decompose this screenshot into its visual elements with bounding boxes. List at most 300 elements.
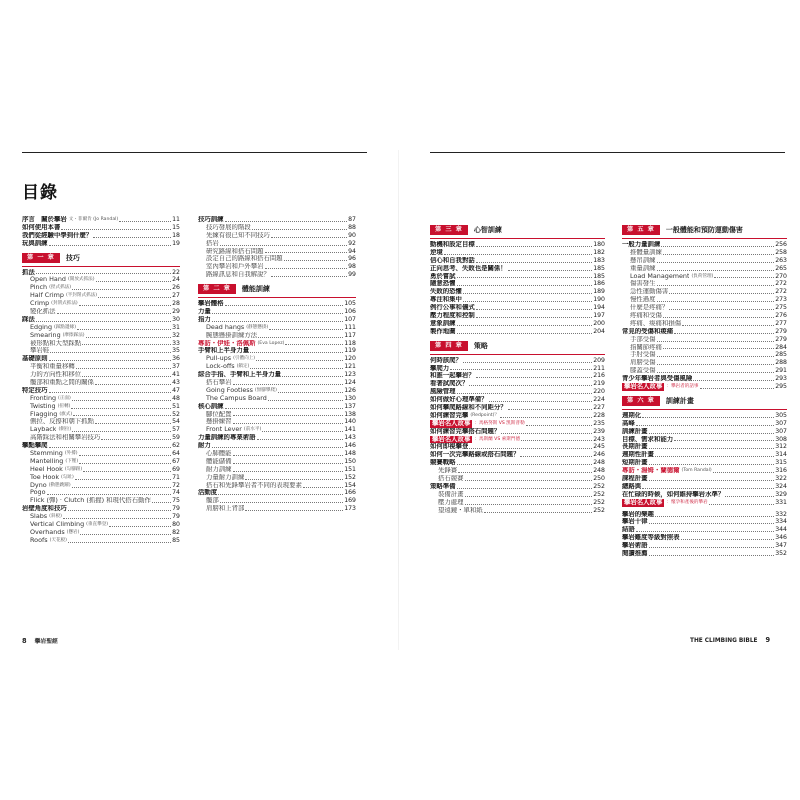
toc-entry[interactable] xyxy=(198,379,356,387)
toc-entry-page: 151 xyxy=(344,465,356,473)
toc-entry[interactable] xyxy=(198,363,356,371)
toc-entry[interactable] xyxy=(430,241,605,249)
toc-entry-page: 98 xyxy=(348,263,356,271)
leader-dots xyxy=(233,415,344,416)
toc-entry[interactable] xyxy=(22,284,180,292)
leader-dots xyxy=(101,439,171,440)
toc-entry-title: 壓力程度和控制 xyxy=(430,312,475,319)
toc-entry[interactable] xyxy=(622,344,787,352)
leader-dots xyxy=(75,479,171,480)
toc-entry-title: 力量 xyxy=(198,308,211,315)
toc-entry[interactable] xyxy=(22,490,180,498)
toc-entry[interactable] xyxy=(430,372,605,380)
leader-dots xyxy=(725,496,774,497)
toc-entry[interactable] xyxy=(430,451,605,459)
toc-entry[interactable] xyxy=(622,412,787,420)
toc-entry[interactable] xyxy=(430,357,605,365)
toc-entry-title: 一般力量訓練 xyxy=(622,240,661,248)
toc-entry-page: 117 xyxy=(344,331,356,339)
toc-entry[interactable] xyxy=(622,475,787,483)
toc-entry[interactable] xyxy=(22,466,180,474)
leader-dots xyxy=(96,281,172,282)
toc-entry-page: 26 xyxy=(172,284,180,292)
leader-dots xyxy=(463,362,592,363)
toc-entry-title: Slabs xyxy=(30,513,48,521)
leader-dots xyxy=(265,252,348,253)
toc-entry[interactable] xyxy=(622,312,787,320)
toc-entry[interactable] xyxy=(622,273,787,281)
toc-entry[interactable] xyxy=(430,443,605,451)
leader-dots xyxy=(73,415,171,416)
book-title-left: 攀岩聖經 xyxy=(34,639,58,645)
toc-entry-note: (負荷管理) xyxy=(691,273,714,279)
leader-dots xyxy=(258,337,343,338)
chapter-rule xyxy=(198,297,356,298)
toc-entry[interactable] xyxy=(198,403,356,411)
toc-entry-title: 推體量訓練 xyxy=(630,248,662,256)
leader-dots xyxy=(245,510,343,511)
toc-entry[interactable] xyxy=(22,324,180,332)
leader-dots xyxy=(649,480,775,481)
toc-entry[interactable] xyxy=(430,328,605,336)
toc-entry[interactable] xyxy=(430,265,605,273)
toc-entry[interactable] xyxy=(22,403,180,411)
toc-entry-title: 懸掛練習 xyxy=(206,418,232,426)
toc-entry[interactable] xyxy=(622,483,787,491)
toc-entry[interactable] xyxy=(622,359,787,367)
leader-dots xyxy=(709,504,774,505)
toc-entry-title: 手部受傷 xyxy=(630,335,656,343)
toc-entry-title: 如何即視攀登 xyxy=(430,443,469,451)
toc-entry-page: 185 xyxy=(593,272,605,280)
toc-entry[interactable] xyxy=(622,257,787,265)
toc-entry-page: 252 xyxy=(593,506,605,514)
leader-dots xyxy=(649,448,775,449)
leader-dots xyxy=(233,471,344,472)
toc-entry[interactable] xyxy=(430,320,605,328)
toc-entry[interactable] xyxy=(22,316,180,324)
toc-entry-page: 324 xyxy=(775,482,787,490)
toc-entry[interactable] xyxy=(22,387,180,395)
toc-entry-page: 154 xyxy=(344,481,356,489)
chapter-heading xyxy=(22,252,180,264)
toc-entry[interactable] xyxy=(430,312,605,320)
toc-entry-page: 315 xyxy=(775,459,787,467)
toc-entry[interactable] xyxy=(198,434,356,442)
toc-entry[interactable] xyxy=(622,320,787,328)
toc-entry[interactable] xyxy=(198,458,356,466)
toc-entry[interactable] xyxy=(622,249,787,257)
leader-dots xyxy=(79,463,171,464)
toc-entry-page: 285 xyxy=(775,351,787,359)
toc-entry[interactable] xyxy=(198,232,356,240)
leader-dots xyxy=(303,487,343,488)
toc-entry-page: 248 xyxy=(593,467,605,475)
toc-entry[interactable] xyxy=(22,434,180,442)
leader-dots xyxy=(649,433,775,434)
toc-entry[interactable] xyxy=(622,436,787,444)
toc-entry-page: 194 xyxy=(593,304,605,312)
toc-entry-page: 308 xyxy=(775,435,787,443)
toc-entry[interactable] xyxy=(22,340,180,348)
toc-entry[interactable] xyxy=(198,224,356,232)
toc-entry[interactable] xyxy=(198,308,356,316)
toc-entry[interactable] xyxy=(22,300,180,308)
toc-entry[interactable] xyxy=(622,336,787,344)
toc-entry-page: 28 xyxy=(172,300,180,308)
toc-entry[interactable] xyxy=(22,276,180,284)
toc-entry[interactable] xyxy=(430,491,605,499)
toc-entry[interactable] xyxy=(622,459,787,467)
toc-entry-title: Stemming xyxy=(30,450,63,458)
toc-entry-note: (踩點邊緣) xyxy=(54,324,77,330)
toc-entry[interactable] xyxy=(198,271,356,279)
toc-entry[interactable] xyxy=(22,232,180,240)
chapter-heading xyxy=(622,224,787,236)
toc-entry[interactable] xyxy=(198,355,356,363)
toc-entry[interactable] xyxy=(198,255,356,263)
toc-entry-title: 和誰一起攀岩？ xyxy=(430,372,475,380)
leader-dots xyxy=(77,329,171,330)
toc-entry[interactable] xyxy=(198,411,356,419)
toc-entry-title: Flagging xyxy=(30,410,58,418)
toc-entry[interactable] xyxy=(430,380,605,388)
toc-entry-title: Open Hand xyxy=(30,276,66,284)
toc-entry[interactable] xyxy=(198,324,356,332)
toc-entry-page: 87 xyxy=(348,215,356,223)
toc-entry[interactable] xyxy=(622,550,787,558)
toc-entry[interactable] xyxy=(22,521,180,529)
toc-entry[interactable] xyxy=(22,450,180,458)
toc-entry[interactable] xyxy=(22,308,180,316)
toc-entry[interactable] xyxy=(622,519,787,527)
toc-entry[interactable] xyxy=(22,224,180,232)
toc-entry-note: (鎖定) xyxy=(236,364,250,370)
toc-entry[interactable] xyxy=(22,442,180,450)
toc-entry[interactable] xyxy=(22,216,180,224)
toc-entry[interactable] xyxy=(22,411,180,419)
toc-entry[interactable] xyxy=(430,412,605,420)
toc-entry-page: 211 xyxy=(593,364,605,372)
toc-entry[interactable] xyxy=(22,418,180,426)
toc-entry[interactable] xyxy=(198,474,356,482)
toc-entry[interactable] xyxy=(622,467,787,475)
toc-entry[interactable] xyxy=(198,466,356,474)
toc-entry-page: 279 xyxy=(775,327,787,335)
toc-entry-note: (引體向上) xyxy=(233,356,256,362)
leader-dots xyxy=(257,439,344,440)
toc-entry[interactable] xyxy=(198,347,356,355)
toc-entry[interactable] xyxy=(430,499,605,507)
toc-entry[interactable] xyxy=(622,542,787,550)
toc-entry-page: 36 xyxy=(172,355,180,363)
toc-entry-title: 變化抓法 xyxy=(30,308,56,315)
toc-entry[interactable] xyxy=(22,292,180,300)
toc-entry-title: 失敗的恐懼 xyxy=(430,288,462,296)
toc-entry[interactable] xyxy=(22,458,180,466)
toc-entry-title: 技巧訓練 xyxy=(198,215,224,223)
toc-entry[interactable] xyxy=(198,300,356,308)
toc-entry[interactable] xyxy=(198,216,356,224)
toc-entry[interactable] xyxy=(22,379,180,387)
toc-entry[interactable] xyxy=(198,490,356,498)
toc-entry-page: 346 xyxy=(775,534,787,542)
toc-entry[interactable] xyxy=(430,404,605,412)
toc-entry[interactable] xyxy=(622,428,787,436)
toc-entry[interactable] xyxy=(430,365,605,373)
toc-entry-page: 183 xyxy=(593,256,605,264)
leader-dots xyxy=(661,246,774,247)
toc-entry[interactable] xyxy=(430,459,605,467)
toc-entry-page: 123 xyxy=(344,371,356,379)
leader-dots xyxy=(508,270,593,271)
toc-entry[interactable] xyxy=(430,249,605,257)
toc-entry[interactable] xyxy=(430,304,605,312)
toc-entry-page: 143 xyxy=(344,434,356,442)
toc-entry[interactable] xyxy=(622,288,787,296)
toc-entry-title: 隨意恐懼 xyxy=(430,280,456,288)
toc-entry[interactable] xyxy=(622,351,787,359)
toc-entry-page: 220 xyxy=(593,388,605,396)
toc-entry-title: Crimp xyxy=(30,300,50,308)
toc-entry[interactable] xyxy=(622,443,787,451)
toc-entry[interactable] xyxy=(198,332,356,340)
toc-entry[interactable] xyxy=(22,505,180,513)
toc-entry[interactable] xyxy=(198,497,356,505)
toc-entry[interactable] xyxy=(622,526,787,534)
leader-dots xyxy=(636,531,774,532)
chapter-title: 一般體能和預防運動傷害 xyxy=(665,226,743,234)
leader-dots xyxy=(49,447,172,448)
toc-entry[interactable] xyxy=(430,257,605,265)
toc-entry[interactable] xyxy=(622,451,787,459)
book-spine xyxy=(398,150,399,650)
footer-left xyxy=(22,636,58,645)
toc-entry[interactable] xyxy=(22,240,180,248)
chapter-heading xyxy=(430,224,605,236)
toc-entry-page: 243 xyxy=(593,435,605,443)
toc-entry-page: 75 xyxy=(172,497,180,505)
toc-entry-page: 47 xyxy=(172,386,180,394)
toc-entry-title: 攀岩名人故事 xyxy=(432,435,471,443)
toc-entry-title: Twisting xyxy=(30,402,56,410)
toc-entry[interactable] xyxy=(430,280,605,288)
leader-dots xyxy=(457,464,593,465)
book-title-right: THE CLIMBING BIBLE xyxy=(690,638,758,644)
leader-dots xyxy=(636,425,774,426)
toc-entry-note: (天花板) xyxy=(49,537,67,543)
chapter-heading xyxy=(198,283,356,295)
toc-entry[interactable] xyxy=(22,537,180,545)
toc-entry[interactable] xyxy=(622,367,787,375)
leader-dots xyxy=(218,494,343,495)
toc-entry[interactable] xyxy=(22,497,180,505)
toc-entry-page: 67 xyxy=(172,457,180,465)
toc-entry-page: 295 xyxy=(775,383,787,391)
toc-entry-page: 312 xyxy=(775,443,787,451)
toc-entry-title: 週期化 xyxy=(622,411,642,419)
leader-dots xyxy=(57,313,172,314)
toc-entry-page: 124 xyxy=(344,379,356,387)
toc-entry-page: 265 xyxy=(775,264,787,272)
toc-entry[interactable] xyxy=(430,428,605,436)
toc-entry[interactable] xyxy=(430,475,605,483)
toc-entry[interactable] xyxy=(622,328,787,336)
leader-dots xyxy=(220,502,343,503)
toc-entry[interactable] xyxy=(22,347,180,355)
toc-entry[interactable] xyxy=(622,280,787,288)
toc-entry[interactable] xyxy=(22,426,180,434)
toc-entry[interactable] xyxy=(622,375,787,383)
toc-entry-title: 青少年攀岩者與受傷風險 xyxy=(622,375,693,383)
leader-dots xyxy=(674,440,774,441)
toc-entry[interactable] xyxy=(622,296,787,304)
toc-entry[interactable] xyxy=(198,450,356,458)
toc-entry[interactable] xyxy=(22,474,180,482)
toc-entry[interactable] xyxy=(622,304,787,312)
toc-entry[interactable] xyxy=(22,363,180,371)
toc-entry-page: 258 xyxy=(775,248,787,256)
leader-dots xyxy=(93,237,171,238)
leader-dots xyxy=(285,344,343,345)
toc-entry-page: 119 xyxy=(344,347,356,355)
toc-entry[interactable] xyxy=(198,505,356,513)
toc-entry-title: 專訪・湯姆・蘭德爾 xyxy=(622,467,680,475)
toc-entry[interactable] xyxy=(22,269,180,277)
leader-dots xyxy=(233,423,344,424)
toc-entry[interactable] xyxy=(198,442,356,450)
toc-entry[interactable] xyxy=(430,288,605,296)
leader-dots xyxy=(476,262,592,263)
toc-entry-title: Toe Hook xyxy=(30,473,60,481)
toc-entry[interactable] xyxy=(622,383,787,391)
leader-dots xyxy=(713,472,774,473)
toc-entry-title: 肩膀受傷 xyxy=(630,359,656,367)
toc-entry-page: 138 xyxy=(344,410,356,418)
toc-entry-title: 技巧發展的階段 xyxy=(206,223,251,231)
leader-dots xyxy=(642,417,774,418)
toc-entry-page: 305 xyxy=(775,411,787,419)
toc-entry-page: 180 xyxy=(593,240,605,248)
toc-entry[interactable] xyxy=(430,467,605,475)
toc-entry[interactable] xyxy=(198,371,356,379)
toc-entry[interactable] xyxy=(430,436,605,444)
toc-entry-page: 30 xyxy=(172,315,180,323)
toc-entry[interactable] xyxy=(622,265,787,273)
leader-dots xyxy=(465,504,593,505)
toc-entry-title: 核心訓練 xyxy=(198,402,224,410)
toc-entry[interactable] xyxy=(622,534,787,542)
toc-entry[interactable] xyxy=(22,529,180,537)
toc-entry-title: 髖部和重點之間的關係 xyxy=(30,379,94,387)
toc-entry-title: Dead hangs xyxy=(206,323,245,331)
toc-entry-title: 常見的受傷和痠痛 xyxy=(622,327,674,335)
toc-entry[interactable] xyxy=(430,396,605,404)
toc-entry[interactable] xyxy=(430,388,605,396)
toc-entry-page: 227 xyxy=(593,404,605,412)
chapter-badge: 第 一 章 xyxy=(22,253,60,263)
page-number-left: 8 xyxy=(22,637,27,645)
toc-entry-page: 24 xyxy=(172,276,180,284)
toc-entry[interactable] xyxy=(198,395,356,403)
toc-entry-title: 攀岩十律 xyxy=(622,518,648,526)
toc-entry[interactable] xyxy=(198,240,356,248)
leader-dots xyxy=(271,237,347,238)
toc-entry-title: 疼痛和受傷 xyxy=(630,312,662,319)
toc-entry[interactable] xyxy=(22,371,180,379)
toc-entry-title: 急性運動傷害 xyxy=(630,288,669,296)
toc-entry-page: 37 xyxy=(172,363,180,371)
page-title: 目錄 xyxy=(22,183,58,203)
toc-entry[interactable] xyxy=(22,513,180,521)
toc-entry-page: 272 xyxy=(775,280,787,288)
toc-entry-page: 88 xyxy=(348,223,356,231)
toc-entry[interactable] xyxy=(198,263,356,271)
toc-entry[interactable] xyxy=(198,387,356,395)
leader-dots xyxy=(657,372,775,373)
toc-entry-page: 152 xyxy=(344,473,356,481)
leader-dots xyxy=(457,325,593,326)
leader-dots xyxy=(250,352,343,353)
toc-entry[interactable] xyxy=(198,482,356,490)
leader-dots xyxy=(476,377,592,378)
toc-entry[interactable] xyxy=(622,511,787,519)
leader-dots xyxy=(82,376,171,377)
toc-entry[interactable] xyxy=(198,426,356,434)
toc-entry[interactable] xyxy=(430,483,605,491)
toc-entry-note: (扭轉) xyxy=(57,403,71,409)
toc-entry-note: ：攀岩者的話事 xyxy=(666,384,699,390)
toc-entry-title: 閱讀推薦 xyxy=(622,550,648,558)
leader-dots xyxy=(269,329,343,330)
toc-entry[interactable] xyxy=(430,273,605,281)
toc-entry[interactable] xyxy=(622,420,787,428)
toc-entry-page: 99 xyxy=(348,271,356,279)
toc-entry-title: 被形點和大型踩點 xyxy=(30,339,82,347)
toc-entry[interactable] xyxy=(22,355,180,363)
toc-entry[interactable] xyxy=(198,248,356,256)
toc-entry[interactable] xyxy=(622,241,787,249)
toc-entry-note: (勾腳跟) xyxy=(64,466,83,472)
toc-entry[interactable] xyxy=(622,499,787,507)
toc-entry[interactable] xyxy=(430,296,605,304)
leader-dots xyxy=(152,502,171,503)
toc-entry[interactable] xyxy=(22,395,180,403)
toc-entry-page: 245 xyxy=(593,443,605,451)
toc-entry-page: 200 xyxy=(593,319,605,327)
toc-entry[interactable] xyxy=(198,418,356,426)
toc-entry-title: 裝備計畫 xyxy=(438,490,464,498)
toc-entry-note: (側拉) xyxy=(58,427,72,433)
toc-entry[interactable] xyxy=(198,316,356,324)
toc-entry[interactable] xyxy=(198,340,356,348)
toc-entry[interactable] xyxy=(622,491,787,499)
toc-entry[interactable] xyxy=(430,420,605,428)
leader-dots xyxy=(655,516,774,517)
toc-entry-note: 文・菲爾肯 (Jo Randal) xyxy=(68,216,119,222)
leader-dots xyxy=(72,487,171,488)
toc-entry-title: 慢性過度 xyxy=(630,296,656,304)
toc-entry-note: (開放式抓法) xyxy=(67,277,95,283)
toc-entry-title: 製作地圖 xyxy=(430,327,456,335)
toc-entry[interactable] xyxy=(430,507,605,515)
leader-dots xyxy=(489,401,593,402)
toc-entry-title: 專注和集中 xyxy=(430,296,462,304)
toc-entry[interactable] xyxy=(22,332,180,340)
leader-dots xyxy=(95,384,171,385)
toc-entry[interactable] xyxy=(22,482,180,490)
toc-entry-title: 攀岩難度等級對照表 xyxy=(622,534,680,542)
